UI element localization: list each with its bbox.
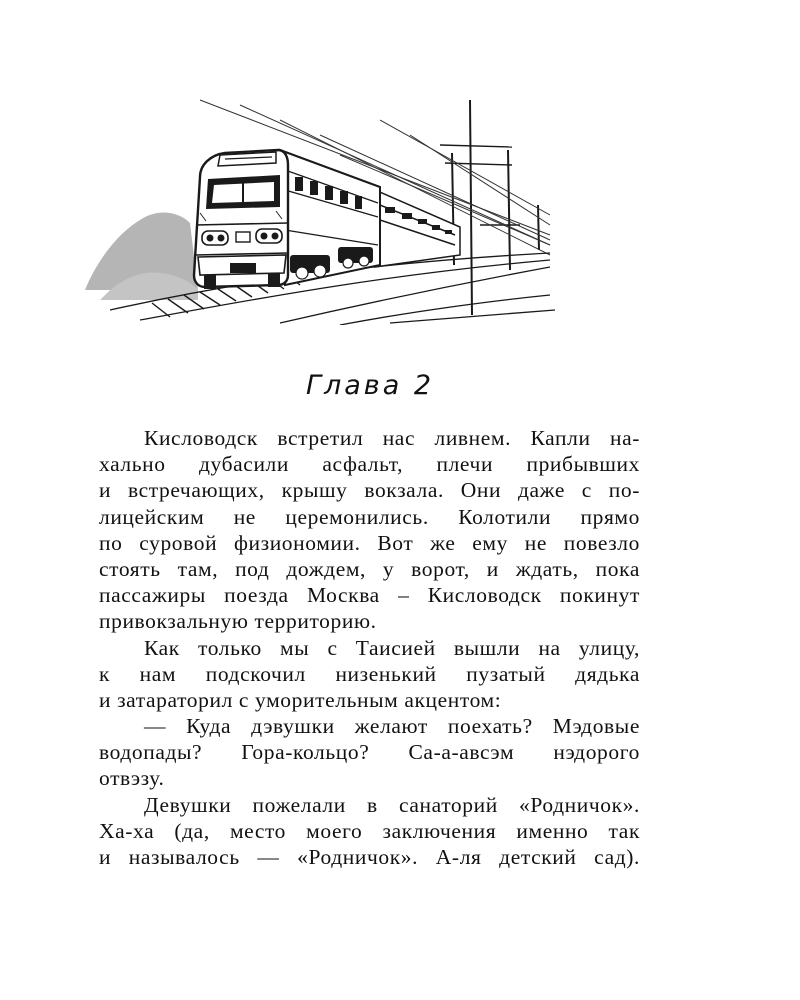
text-line: лицейским не церемонились. Колотили прямо	[99, 504, 640, 529]
text-line: стоять там, под дождем, у ворот, и ждать, пока	[99, 556, 640, 581]
text-line: Ха-ха (да, место моего заключения именно так	[99, 818, 640, 843]
text-line: отвэзу.	[99, 766, 165, 791]
text-line: Кисловодск встретил нас ливнем. Капли на-	[144, 426, 640, 450]
text-line: и затараторил с уморительным акцентом:	[99, 687, 502, 712]
text-line: по суровой физиономии. Вот же ему не повезло	[99, 530, 640, 555]
text-line: хально дубасили асфальт, плечи прибывших	[99, 452, 640, 477]
text-line: и называлось — «Родничок». А-ля детский сад).	[99, 845, 640, 869]
text-line: к нам подскочил низенький пузатый дядька	[99, 661, 640, 686]
chapter-text	[99, 425, 640, 870]
text-line: — Куда дэвушки желают поехать? Мэдовые	[144, 714, 640, 739]
text-line: пассажиры поезда Москва – Кисловодск покинут	[99, 583, 640, 608]
text-line: и встречающих, крышу вокзала. Они даже с по-	[99, 478, 640, 503]
text-line: водопады? Гора-кольцо? Са-а-авсэм нэдорого	[99, 740, 640, 765]
chapter-title: Глава 2	[305, 370, 435, 401]
text-line: Как только мы с Таисией вышли на улицу,	[144, 635, 640, 660]
train-illustration-icon	[80, 95, 560, 325]
text-line: привокзальную территорию.	[99, 609, 377, 634]
text-line: Девушки пожелали в санаторий «Родничок».	[144, 792, 640, 817]
